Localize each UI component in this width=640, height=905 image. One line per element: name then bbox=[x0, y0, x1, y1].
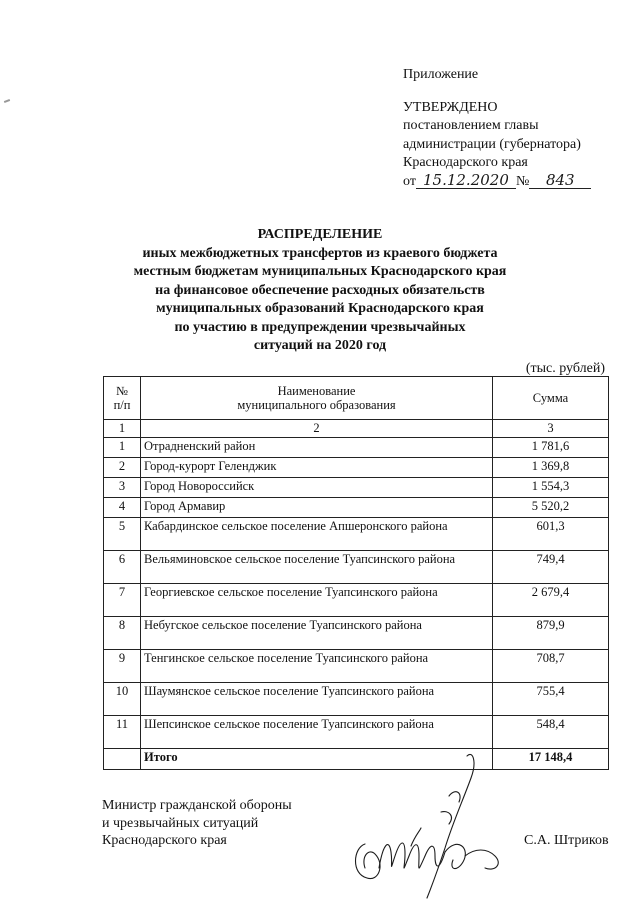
table-row bbox=[104, 682, 609, 715]
header-name bbox=[141, 377, 493, 420]
table-row bbox=[104, 457, 609, 477]
row-name: Город Армавир bbox=[141, 497, 493, 517]
signer-title-line: Министр гражданской обороны bbox=[102, 798, 292, 813]
row-sum: 879,9 bbox=[493, 616, 609, 649]
signer-title-line: Краснодарского края bbox=[102, 833, 227, 848]
document-title bbox=[90, 226, 550, 356]
table-row bbox=[104, 550, 609, 583]
row-number: 3 bbox=[104, 477, 141, 497]
approval-stamp bbox=[403, 66, 591, 191]
table-row bbox=[104, 497, 609, 517]
row-sum: 1 781,6 bbox=[493, 437, 609, 457]
signature-block bbox=[102, 797, 292, 850]
title-line: местным бюджетам муниципальных Краснодарского края bbox=[133, 264, 507, 279]
row-sum: 2 679,4 bbox=[493, 583, 609, 616]
row-number: 11 bbox=[104, 715, 141, 748]
table-header-row bbox=[104, 377, 609, 420]
approval-number: 843 bbox=[529, 173, 591, 189]
row-sum: 749,4 bbox=[493, 550, 609, 583]
table-row bbox=[104, 477, 609, 497]
header-number bbox=[104, 377, 141, 420]
table-row bbox=[104, 437, 609, 457]
row-sum: 601,3 bbox=[493, 517, 609, 550]
row-number: 7 bbox=[104, 583, 141, 616]
row-number: 10 bbox=[104, 682, 141, 715]
row-name: Георгиевское сельское поселение Туапсинского района bbox=[141, 583, 493, 616]
row-sum: 755,4 bbox=[493, 682, 609, 715]
row-sum: 1 369,8 bbox=[493, 457, 609, 477]
index-cell: 3 bbox=[493, 420, 609, 438]
title-line: ситуаций на 2020 год bbox=[253, 338, 387, 353]
row-name: Вельяминовское сельское поселение Туапсинского района bbox=[141, 550, 493, 583]
row-sum: 708,7 bbox=[493, 649, 609, 682]
header-number-line: п/п bbox=[113, 398, 131, 412]
row-name: Шаумянское сельское поселение Туапсинского района bbox=[141, 682, 493, 715]
table-row bbox=[104, 616, 609, 649]
row-name: Шепсинское сельское поселение Туапсинского района bbox=[141, 715, 493, 748]
title-line: по участию в предупреждении чрезвычайных bbox=[174, 319, 466, 335]
index-cell: 2 bbox=[141, 420, 493, 438]
title-line: муниципальных образований Краснодарского края bbox=[156, 301, 484, 316]
signer-name: С.А. Штриков bbox=[524, 833, 609, 848]
approval-line: постановлением главы bbox=[403, 118, 539, 133]
row-name: Кабардинское сельское поселение Апшеронского района bbox=[141, 517, 493, 550]
total-sum: 17 148,4 bbox=[493, 748, 609, 769]
header-number-line: № bbox=[116, 383, 128, 398]
title-line: на финансовое обеспечение расходных обязательств bbox=[155, 282, 485, 298]
row-number: 4 bbox=[104, 497, 141, 517]
row-sum: 548,4 bbox=[493, 715, 609, 748]
index-cell: 1 bbox=[104, 420, 141, 438]
units-label: (тыс. рублей) bbox=[525, 361, 605, 376]
approval-line: Краснодарского края bbox=[403, 155, 528, 170]
row-name: Небугское сельское поселение Туапсинского района bbox=[141, 616, 493, 649]
total-label: Итого bbox=[141, 748, 493, 769]
header-name-line: Наименование bbox=[277, 383, 356, 398]
signer-title-line: и чрезвычайных ситуаций bbox=[102, 815, 259, 831]
title-heading: РАСПРЕДЕЛЕНИЕ bbox=[257, 227, 383, 242]
row-name: Отрадненский район bbox=[141, 437, 493, 457]
number-prefix: № bbox=[515, 173, 530, 189]
title-line: иных межбюджетных трансфертов из краевого бюджета bbox=[142, 245, 498, 261]
table-index-row bbox=[104, 420, 609, 438]
row-number: 9 bbox=[104, 649, 141, 682]
scan-artifact bbox=[4, 99, 10, 103]
row-number: 1 bbox=[104, 437, 141, 457]
approval-date-line bbox=[403, 170, 591, 192]
approved-label: УТВЕРЖДЕНО bbox=[403, 99, 498, 115]
appendix-label: Приложение bbox=[403, 67, 479, 82]
row-name: Город-курорт Геленджик bbox=[141, 457, 493, 477]
row-name: Город Новороссийск bbox=[141, 477, 493, 497]
distribution-table bbox=[103, 376, 609, 770]
table-row bbox=[104, 649, 609, 682]
row-number: 2 bbox=[104, 457, 141, 477]
row-sum: 1 554,3 bbox=[493, 477, 609, 497]
table-row bbox=[104, 517, 609, 550]
header-sum: Сумма bbox=[493, 377, 609, 420]
row-sum: 5 520,2 bbox=[493, 497, 609, 517]
table-row bbox=[104, 583, 609, 616]
approval-date: 15.12.2020 bbox=[416, 173, 516, 189]
row-name: Тенгинское сельское поселение Туапсинского района bbox=[141, 649, 493, 682]
date-prefix: от bbox=[403, 173, 416, 189]
row-number: 6 bbox=[104, 550, 141, 583]
table-row bbox=[104, 715, 609, 748]
row-number: 8 bbox=[104, 616, 141, 649]
header-name-line: муниципального образования bbox=[237, 398, 396, 412]
handwritten-signature bbox=[345, 752, 555, 902]
approval-line: администрации (губернатора) bbox=[403, 136, 581, 152]
total-number bbox=[104, 748, 141, 769]
row-number: 5 bbox=[104, 517, 141, 550]
